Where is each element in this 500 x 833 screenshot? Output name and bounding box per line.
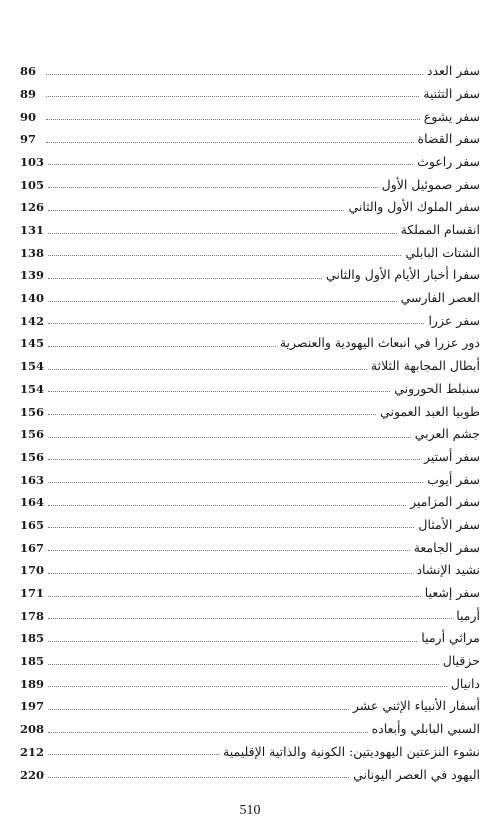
toc-entry <box>20 171 480 194</box>
toc-entry-page: 156 <box>20 427 45 442</box>
toc-entry <box>20 557 480 580</box>
toc-entry-title: سفرا أخبار الأيام الأول والثاني <box>325 267 480 283</box>
toc-dot-leader <box>48 709 349 710</box>
toc-entry <box>20 534 480 557</box>
toc-entry-page: 103 <box>20 154 45 169</box>
toc-entry-title: سفر أستير <box>423 448 480 464</box>
toc-dot-leader <box>48 301 397 302</box>
toc-dot-leader <box>48 505 406 506</box>
toc-entry-title: سنبلط الحوروني <box>394 380 480 396</box>
toc-entry <box>20 149 480 172</box>
toc-entry <box>20 398 480 421</box>
toc-entry-page: 208 <box>20 722 45 737</box>
toc-dot-leader <box>48 482 423 483</box>
toc-entry-page: 164 <box>20 495 45 510</box>
toc-dot-leader <box>48 187 378 188</box>
toc-entry-page: 154 <box>20 359 45 374</box>
toc-entry-page: 138 <box>20 245 45 260</box>
toc-dot-leader <box>48 391 390 392</box>
toc-entry-title: العصر الفارسي <box>400 290 480 306</box>
toc-entry <box>20 285 480 308</box>
toc-dot-leader <box>46 96 419 97</box>
toc-entry-title: سفر الأمثال <box>418 516 480 532</box>
toc-entry-title: طوبيا العبد العموني <box>380 403 480 419</box>
toc-dot-leader <box>48 686 447 687</box>
toc-entry-title: سفر يشوع <box>423 108 480 124</box>
toc-entry-page: 126 <box>20 200 45 215</box>
toc-entry <box>20 512 480 535</box>
toc-entry-page: 97 <box>20 132 37 147</box>
toc-dot-leader <box>48 437 411 438</box>
toc-entry-title: أبطال المجابهة الثلاثة <box>370 358 480 374</box>
toc-entry-title: الشتات البابلي <box>405 244 480 260</box>
toc-entry-title: نشوء النزعتين اليهوديتين: الكونية والذاتية الإقليمية <box>223 743 480 759</box>
toc-dot-leader <box>48 369 367 370</box>
toc-entry <box>20 81 480 104</box>
toc-entry-page: 154 <box>20 381 45 396</box>
table-of-contents <box>20 58 480 784</box>
toc-entry-title: جشم العربي <box>414 426 480 442</box>
toc-entry <box>20 716 480 739</box>
toc-dot-leader <box>48 414 376 415</box>
toc-entry <box>20 194 480 217</box>
toc-entry <box>20 489 480 512</box>
toc-dot-leader <box>48 278 322 279</box>
toc-entry-page: 142 <box>20 313 45 328</box>
toc-entry-title: نشيد الإنشاد <box>416 562 480 578</box>
toc-entry <box>20 421 480 444</box>
toc-entry-page: 105 <box>20 177 45 192</box>
toc-entry-page: 189 <box>20 676 45 691</box>
toc-entry-title: السبي البابلي وأبعاده <box>371 721 480 737</box>
toc-entry <box>20 466 480 489</box>
toc-entry <box>20 126 480 149</box>
toc-entry-page: 156 <box>20 404 45 419</box>
toc-entry-title: انقسام المملكة <box>400 222 480 237</box>
toc-entry <box>20 739 480 762</box>
toc-entry-title: أسفار الأنبياء الإثني عشر <box>352 698 480 714</box>
toc-entry-page: 212 <box>20 744 45 759</box>
toc-entry-title: مراثي أرميا <box>421 630 480 646</box>
toc-entry-page: 90 <box>20 109 37 124</box>
toc-dot-leader <box>48 527 414 528</box>
toc-entry-page: 156 <box>20 449 45 464</box>
toc-entry <box>20 308 480 331</box>
toc-entry-title: سفر التثنية <box>423 85 480 101</box>
toc-dot-leader <box>48 459 420 460</box>
toc-entry <box>20 262 480 285</box>
toc-entry-page: 185 <box>20 631 45 646</box>
toc-dot-leader <box>48 641 417 642</box>
toc-entry <box>20 217 480 240</box>
toc-entry-page: 220 <box>20 767 45 782</box>
toc-entry <box>20 603 480 626</box>
toc-dot-leader <box>48 573 412 574</box>
toc-dot-leader <box>48 255 401 256</box>
toc-entry <box>20 330 480 353</box>
toc-entry <box>20 648 480 671</box>
toc-entry-title: سفر إشعيا <box>424 585 480 600</box>
toc-dot-leader <box>48 233 397 234</box>
toc-entry-page: 139 <box>20 268 45 283</box>
toc-dot-leader <box>48 618 452 619</box>
toc-entry <box>20 240 480 263</box>
toc-entry <box>20 444 480 467</box>
toc-dot-leader <box>46 119 420 120</box>
toc-entry-page: 140 <box>20 291 45 306</box>
toc-entry-page: 165 <box>20 517 45 532</box>
toc-entry-page: 86 <box>20 64 37 79</box>
toc-entry <box>20 58 480 81</box>
toc-dot-leader <box>48 323 424 324</box>
toc-entry-title: سفر الجامعة <box>413 539 480 555</box>
toc-entry-title: دانيال <box>450 675 480 691</box>
toc-dot-leader <box>48 550 410 551</box>
toc-entry <box>20 693 480 716</box>
toc-entry-page: 197 <box>20 699 45 714</box>
toc-dot-leader <box>48 346 276 347</box>
toc-entry-title: حزقيال <box>442 653 480 669</box>
toc-dot-leader <box>48 596 421 597</box>
toc-entry-title: أرميا <box>456 607 480 623</box>
toc-entry-title: سفر راعوث <box>417 153 480 169</box>
toc-entry <box>20 625 480 648</box>
toc-entry-page: 89 <box>20 86 37 101</box>
toc-entry-title: سفر الملوك الأول والثاني <box>348 199 480 215</box>
toc-entry-page: 167 <box>20 540 45 555</box>
toc-entry-page: 170 <box>20 563 45 578</box>
toc-entry-page: 171 <box>20 586 45 600</box>
toc-dot-leader <box>46 74 423 75</box>
toc-entry-page: 178 <box>20 608 45 623</box>
toc-entry <box>20 353 480 376</box>
toc-dot-leader <box>48 664 439 665</box>
toc-entry <box>20 376 480 399</box>
toc-entry-title: اليهود في العصر اليوناني <box>353 766 480 782</box>
toc-dot-leader <box>48 164 413 165</box>
toc-dot-leader <box>46 142 414 143</box>
toc-dot-leader <box>48 732 368 733</box>
toc-entry-title: سفر صموئيل الأول <box>381 176 480 192</box>
toc-entry-page: 131 <box>20 223 45 237</box>
toc-entry-title: سفر أيوب <box>427 471 480 487</box>
toc-entry-page: 185 <box>20 654 45 669</box>
toc-dot-leader <box>48 210 344 211</box>
toc-entry-page: 163 <box>20 472 45 487</box>
toc-entry-title: سفر القضاة <box>417 131 480 147</box>
toc-entry-title: سفر المزامير <box>410 494 480 510</box>
toc-entry <box>20 580 480 603</box>
toc-entry-title: دور عزرا في انبعاث اليهودية والعنصرية <box>279 335 480 351</box>
toc-entry-page: 145 <box>20 336 45 351</box>
toc-entry <box>20 671 480 694</box>
toc-entry-title: سفر العدد <box>426 63 480 79</box>
toc-entry <box>20 761 480 784</box>
page-number: 510 <box>239 803 261 818</box>
toc-entry-title: سفر عزرا <box>428 312 480 328</box>
toc-dot-leader <box>48 777 349 778</box>
toc-entry <box>20 103 480 126</box>
toc-dot-leader <box>48 754 219 755</box>
